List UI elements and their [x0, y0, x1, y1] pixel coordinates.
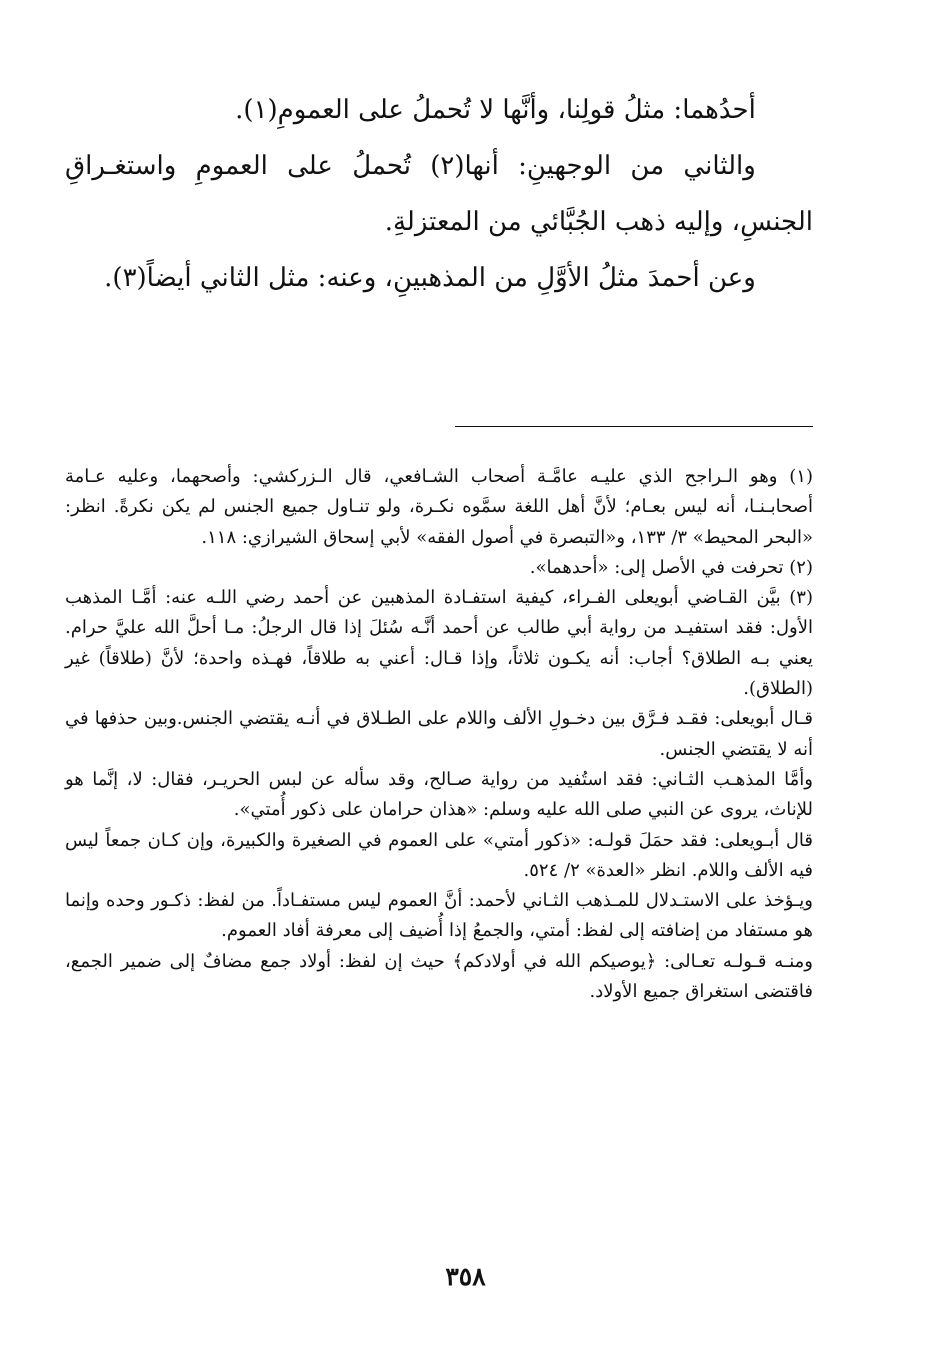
footnote-3-continuation: قـال أبويعلى: فقـد فـرَّق بين دخـولِ الألف واللام على الطـلاق في أنـه يقتضي الجنس.وبين حذفها في أنه لا يقتضي الجنس. [65, 708, 813, 760]
page-number: ٣٥٨ [445, 1262, 486, 1291]
footnotes [65, 462, 813, 1007]
footnote-3-continuation: ومنـه قـولـه تعـالى: ﴿يوصيكم الله في أولادكم﴾ حيث إن لفظ: أولاد جمع مضافٌ إلى ضمير الجمع، فاقتضى استغراق جميع الأولاد. [65, 950, 813, 1003]
footnote-3-continuation: ويـؤخذ على الاستـدلال للمـذهب الثـاني لأحمد: أنَّ العموم ليس مستفـاداً. من لفظ: ذكـور وحده وإنما هو مستفاد من إضافته إلى لفظ: أمتي، والجمعُ إذا أُضيف إلى معرفة أفاد العموم. [65, 890, 813, 942]
main-text [65, 82, 813, 306]
footnote-3-continuation: قال أبـويعلى: فقد حمَلَ قولـه: «ذكور أمتي» على العموم في الصغيرة والكبيرة، وإن كـان جمعاً ليس فيه الألف واللام. انظر «العدة» ٢/ ٥٢٤. [65, 829, 813, 881]
main-paragraph: وعن أحمدَ مثلُ الأوَّلِ من المذهبينِ، وعنه: مثل الثاني أيضاً(٣). [104, 263, 756, 293]
footnote-separator [455, 426, 813, 427]
main-paragraph: أحدُهما: مثلُ قولِنا، وأنَّها لا تُحملُ على العمومِ(١). [235, 95, 756, 125]
main-paragraph: والثاني من الوجهينِ: أنها(٢) تُحملُ على العمومِ واستغـراقِ الجنسِ، وإليه ذهب الجُبَّائي من المعتزلةِ. [65, 151, 813, 237]
footnote-1: (١) وهو الـراجح الذي عليـه عامَّـة أصحاب الشـافعي، قال الـزركشي: وأصحهما، وعليه عـامة أصحابـنـا، أنه ليس بعـام؛ لأنَّ أهل اللغة سمَّوه نكـرة، ولو تنـاول جميع الجنس لم يكن نكرةً. انظر: «البحر المحيط» ٣/ ١٣٣، و«التبصرة في أصول الفقه» لأبي إسحاق الشيرازي: ١١٨. [65, 466, 813, 548]
footnote-2: (٢) تحرفت في الأصل إلى: «أحدهما». [529, 556, 813, 578]
footnote-3-continuation: وأمَّا المذهـب الثـاني: فقد استُفيد من رواية صـالح، وقد سأله عن لبس الحريـر، فقال: لا، إنَّما هو للإناث، يروى عن النبي صلى الله عليه وسلم: «هذان حرامان على ذكور أُمتي». [65, 768, 813, 821]
footnote-3: (٣) بيَّن القـاضي أبويعلى الفـراء، كيفية استفـادة المذهبين عن أحمد رضي اللـه عنه: أمَّـا المذهب الأول: فقد استفيـد من رواية أبي طالب عن أحمد أنَّـه سُئلَ إذا قال الرجلُ: مـا أحلَّ الله عليَّ حرام. يعني بـه الطلاق؟ أجاب: أنه يكـون ثلاثاً، وإذا قـال: أعني به طلاقاً، فهـذه واحدة؛ لأنَّ (طلاقاً) غير (الطلاق). [65, 587, 813, 700]
